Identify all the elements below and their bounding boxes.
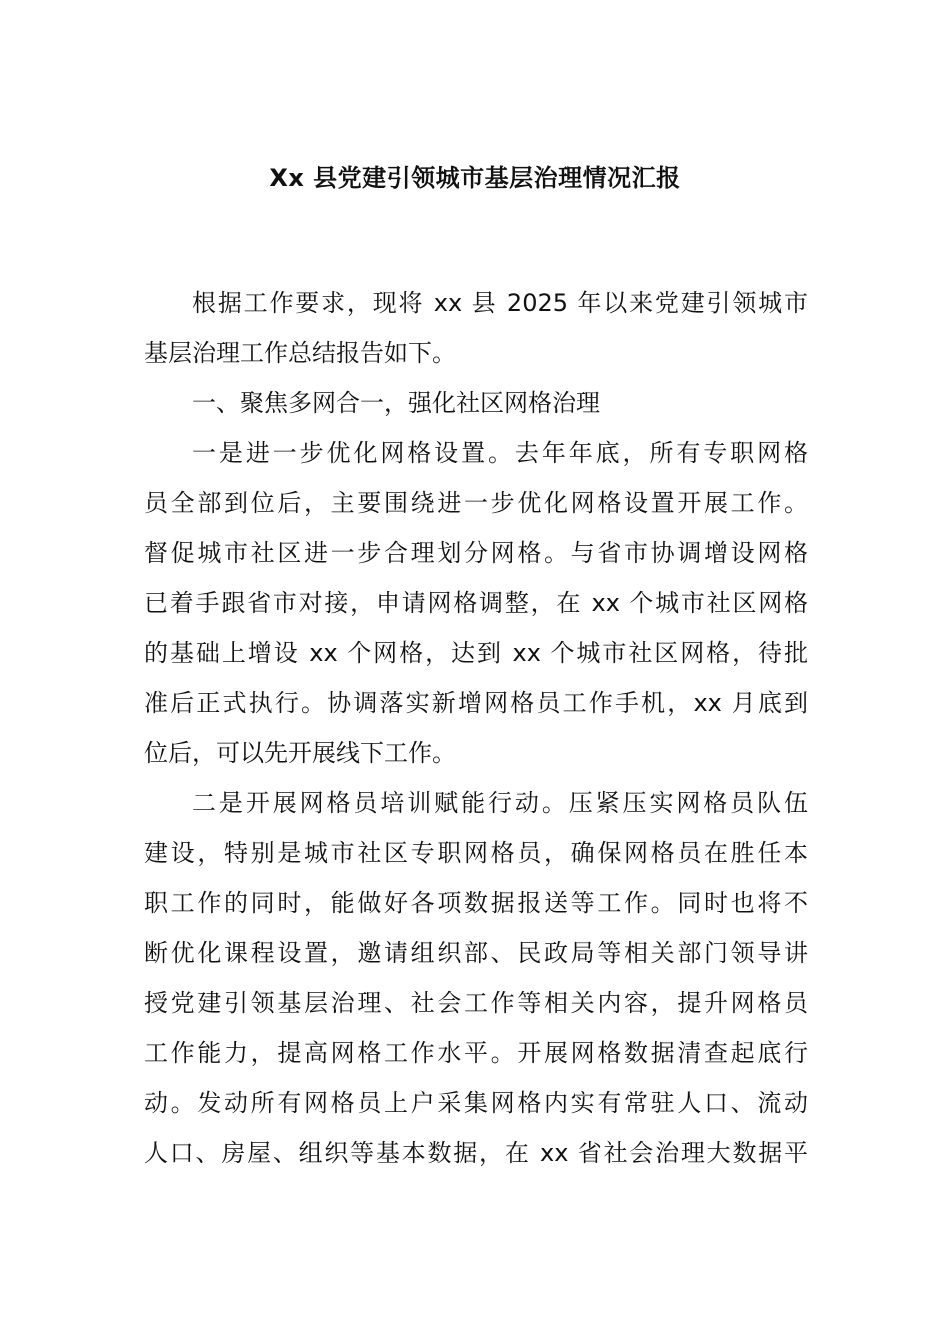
paragraph-line: 授党建引领基层治理、社会工作等相关内容，提升网格员 bbox=[144, 989, 808, 1017]
paragraph-line: 工作能力，提高网格工作水平。开展网格数据清查起底行 bbox=[144, 1039, 808, 1067]
paragraph-line: 职工作的同时，能做好各项数据报送等工作。同时也将不 bbox=[144, 889, 808, 917]
paragraph-line: 督促城市社区进一步合理划分网格。与省市协调增设网格 bbox=[144, 539, 808, 567]
paragraph-line: 员全部到位后，主要围绕进一步优化网格设置开展工作。 bbox=[144, 489, 808, 517]
paragraph-line: 二是开展网格员培训赋能行动。压紧压实网格员队伍 bbox=[192, 789, 808, 817]
paragraph-line: 位后，可以先开展线下工作。 bbox=[144, 739, 456, 767]
paragraph-line: 准后正式执行。协调落实新增网格员工作手机，xx 月底到 bbox=[144, 689, 808, 717]
paragraph-line: 动。发动所有网格员上户采集网格内实有常驻人口、流动 bbox=[144, 1089, 808, 1117]
document-body bbox=[144, 278, 808, 1178]
paragraph-line: 已着手跟省市对接，申请网格调整，在 xx 个城市社区网格 bbox=[144, 589, 808, 617]
paragraph-line: 断优化课程设置，邀请组织部、民政局等相关部门领导讲 bbox=[144, 939, 808, 967]
paragraph-line: 的基础上增设 xx 个网格，达到 xx 个城市社区网格，待批 bbox=[144, 639, 808, 667]
section-heading: 一、聚焦多网合一，强化社区网格治理 bbox=[192, 389, 600, 417]
paragraph-line: 人口、房屋、组织等基本数据，在 xx 省社会治理大数据平 bbox=[144, 1139, 808, 1167]
paragraph-line: 建设，特别是城市社区专职网格员，确保网格员在胜任本 bbox=[144, 839, 808, 867]
paragraph-line: 基层治理工作总结报告如下。 bbox=[144, 339, 456, 367]
paragraph-line: 根据工作要求，现将 xx 县 2025 年以来党建引领城市 bbox=[192, 289, 808, 317]
paragraph-line: 一是进一步优化网格设置。去年年底，所有专职网格 bbox=[192, 439, 808, 467]
document-title: Xx 县党建引领城市基层治理情况汇报 bbox=[269, 164, 681, 192]
